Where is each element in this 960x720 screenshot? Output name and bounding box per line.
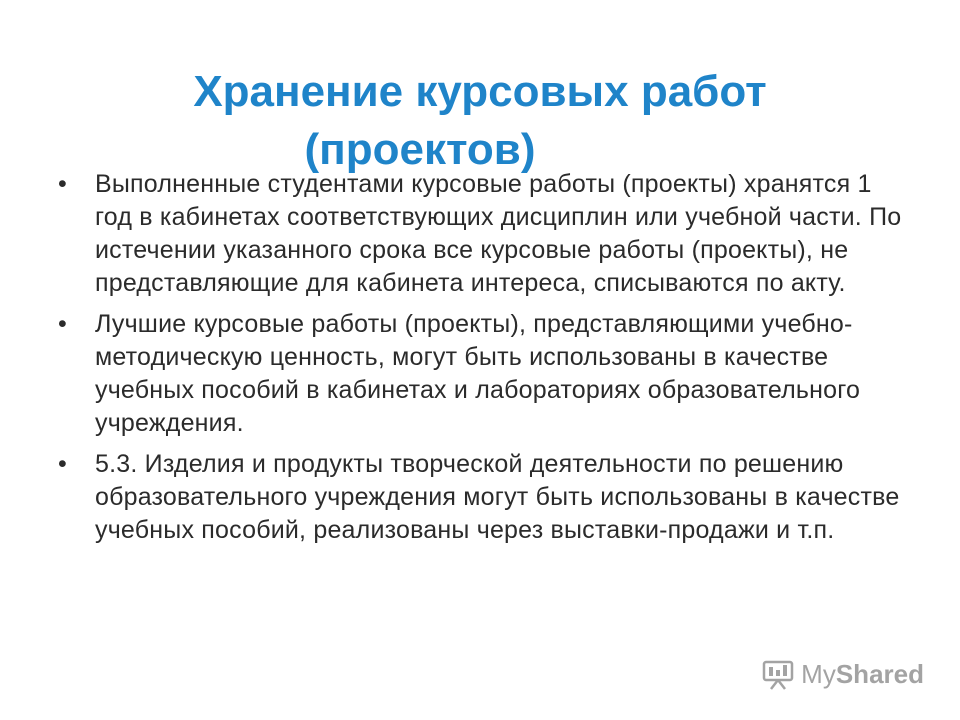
bullet-text: Выполненные студентами курсовые работы (проекты) хранятся 1 год в кабинетах соответствующих дисциплин или учебной части. По истечении указанного срока все курсовые работы (проекты), не представляющие для кабинета интереса, списываются по акту. bbox=[95, 170, 902, 297]
bullet-text: Лучшие курсовые работы (проекты), представляющими учебно-методическую ценность, могут быть использованы в качестве учебных пособий в кабинетах и лабораториях образовательного учреждения. bbox=[95, 310, 861, 437]
presentation-board-icon bbox=[761, 660, 795, 690]
slide-title bbox=[0, 63, 960, 179]
mysharedwatermark bbox=[761, 659, 924, 690]
bullet-marker: • bbox=[58, 310, 67, 338]
watermark-text-shared: Shared bbox=[835, 659, 924, 689]
bullet-text: 5.3. Изделия и продукты творческой деятельности по решению образовательного учреждения могут быть использованы в качестве учебных пособий, реализованы через выставки-продажи и т.п. bbox=[95, 450, 900, 544]
slide-title-line2: (проектов) bbox=[304, 125, 536, 175]
bullet-list bbox=[58, 168, 908, 555]
bullet-item bbox=[58, 168, 908, 300]
bullet-marker: • bbox=[58, 450, 67, 478]
bullet-item bbox=[58, 448, 908, 547]
bullet-marker: • bbox=[58, 170, 67, 198]
bullet-item bbox=[58, 308, 908, 440]
slide-title-line1: Хранение курсовых работ bbox=[193, 67, 767, 117]
watermark-text-my: My bbox=[801, 659, 836, 689]
